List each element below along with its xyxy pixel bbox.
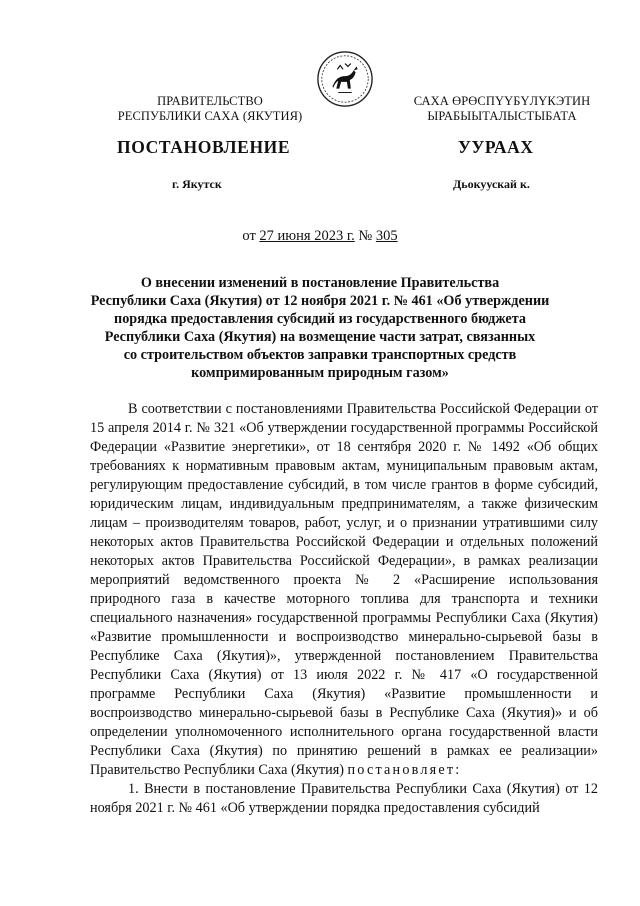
header-right-line1: САХА ӨРӨСПҮҮБҮЛҮКЭТИН (413, 94, 591, 108)
header-right (392, 94, 612, 124)
subject-line: порядка предоставления субсидий из государственного бюджета (114, 311, 526, 327)
paragraph-preamble (90, 400, 598, 780)
header-left (100, 94, 320, 124)
doc-type-title-ru: ПОСТАНОВЛЕНИЕ (117, 137, 291, 157)
subject-line: Республики Саха (Якутия) от 12 ноября 2021 г. № 461 «Об утверждении (90, 293, 550, 309)
document-subject (70, 274, 570, 382)
city-sah: Дьокуускай к. (453, 177, 530, 191)
date-and-number (0, 228, 640, 245)
document-number: 305 (375, 228, 398, 244)
date-prefix: от (242, 228, 256, 244)
sakha-coat-of-arms-icon (316, 50, 374, 108)
subject-line: О внесении изменений в постановление Правительства (140, 275, 500, 291)
header-left-line1: ПРАВИТЕЛЬСТВО (157, 94, 263, 108)
document-body (90, 400, 598, 818)
subject-line: со строительством объектов заправки транспортных средств (123, 347, 517, 363)
doc-type-title-sah: УУРААХ (458, 137, 534, 157)
paragraph-item-1: 1. Внести в постановление Правительства Республики Саха (Якутия) от 12 ноября 2021 г. № 461 «Об утверждении порядка предоставления субсидий (90, 781, 598, 816)
header-right-line2: ЫРАБЫЫТАЛЫСТЫБАТА (427, 109, 577, 123)
number-sign: № (358, 228, 373, 244)
subject-line: Республики Саха (Якутия) на возмещение части затрат, связанных (104, 329, 536, 345)
document-date: 27 июня 2023 г. (259, 228, 355, 244)
city-ru: г. Якутск (172, 177, 222, 191)
subject-line: компримированным природным газом» (191, 365, 449, 381)
resolve-word: постановляет: (347, 762, 462, 778)
preamble-text: В соответствии с постановлениями Правительства Российской Федерации от 15 апреля 2014 г. № 321 «Об утверждении государственной программы Российской Федерации «Развитие энергетики», от 18 сентября 2020 г. № 1492 «Об общих требованиях к нормативным правовым актам, муниципальным правовым актам, регулирующим предоставление субсидий, в том числе грантов в форме субсидий, юридическим лицам, индивидуальным предпринимателям, а также физическим лицам – производителям товаров, работ, услуг, и о признании утратившими силу некоторых актов Правительства Российской Федерации и отдельных положений некоторых актов Правительства Российской Федерации», в рамках реализации мероприятий ведомственного проекта № 2 «Расширение использования природного газа в качестве моторного топлива для транспорта и техники специального назначения» государственной программы Республики Саха (Якутия) «Развитие промышленности и воспроизводство минерально-сырьевой базы в Республике Саха (Якутия)», утвержденной постановлением Правительства Республики Саха (Якутия) от 13 июля 2022 г. № 417 «О государственной программе Республики Саха (Якутия) «Развитие промышленности и воспроизводство минерально-сырьевой базы в Республике Саха (Якутия)» и об определении уполномоченного исполнительного органа государственной власти Республики Саха (Якутия) по принятию решений в рамках ее реализации» Правительство Республики Саха (Якутия) (90, 401, 598, 778)
header-left-line2: РЕСПУБЛИКИ САХА (ЯКУТИЯ) (117, 109, 303, 123)
